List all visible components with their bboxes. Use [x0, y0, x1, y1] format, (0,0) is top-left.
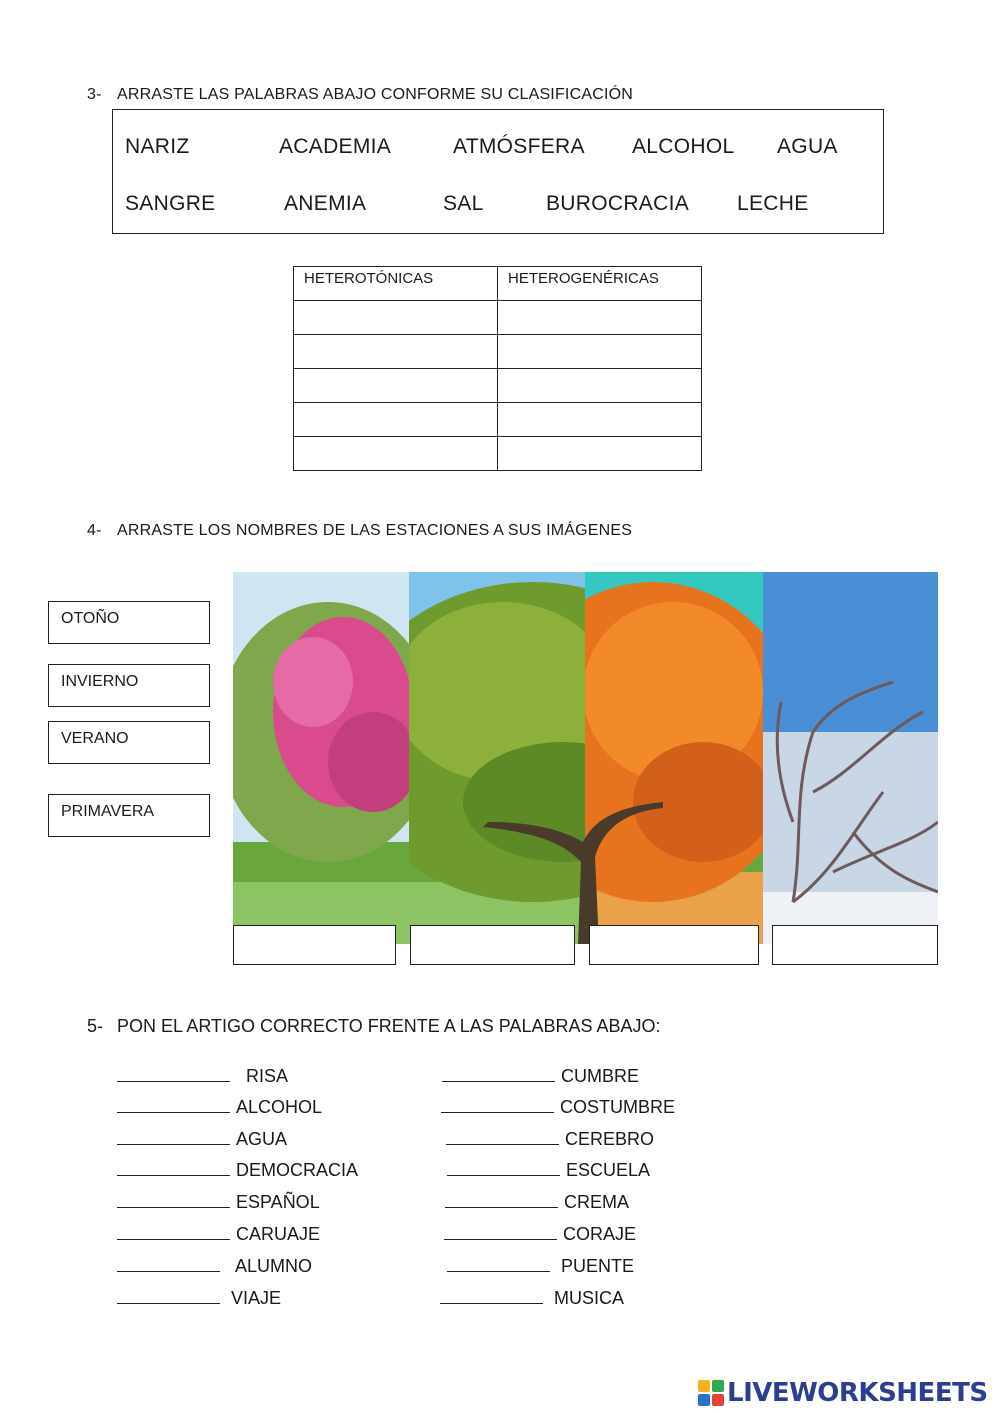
word-leche[interactable]: LECHE	[737, 192, 809, 215]
article-word: COSTUMBRE	[560, 1097, 676, 1117]
liveworksheets-logo	[698, 1376, 988, 1410]
article-word: CEREBRO	[565, 1129, 655, 1149]
table-row	[294, 301, 702, 335]
article-blank[interactable]	[117, 1096, 230, 1113]
word-burocracia[interactable]: BUROCRACIA	[546, 192, 690, 215]
article-word: MUSICA	[554, 1288, 625, 1308]
table-row	[294, 335, 702, 369]
article-word: VIAJE	[231, 1288, 282, 1308]
article-blank[interactable]	[117, 1255, 220, 1272]
word-alcohol[interactable]: ALCOHOL	[632, 135, 735, 158]
article-item-risa	[117, 1065, 288, 1087]
drop-cell[interactable]	[498, 335, 702, 369]
article-word: PUENTE	[561, 1256, 635, 1276]
classification-table	[293, 266, 702, 471]
article-blank[interactable]	[447, 1159, 560, 1176]
word-nariz[interactable]: NARIZ	[125, 135, 190, 158]
article-word: ALUMNO	[235, 1256, 313, 1276]
word-atmosfera[interactable]: ATMÓSFERA	[453, 135, 585, 158]
word-bank	[112, 109, 884, 234]
article-blank[interactable]	[445, 1191, 558, 1208]
article-item-puente	[447, 1255, 634, 1277]
header-heterotonicas: HETEROTÓNICAS	[294, 267, 498, 301]
article-item-cumbre	[442, 1065, 639, 1087]
article-word: AGUA	[236, 1129, 288, 1149]
article-blank[interactable]	[447, 1255, 550, 1272]
liveworksheets-logo-icon	[698, 1380, 724, 1406]
season-label-primavera[interactable]: PRIMAVERA	[48, 794, 210, 837]
word-academia[interactable]: ACADEMIA	[279, 135, 392, 158]
article-item-espanol	[117, 1191, 320, 1213]
article-word: CUMBRE	[561, 1066, 640, 1086]
q4-title-text: ARRASTE LOS NOMBRES DE LAS ESTACIONES A SUS IMÁGENES	[117, 522, 633, 539]
article-word: ALCOHOL	[236, 1097, 323, 1117]
drop-cell[interactable]	[294, 369, 498, 403]
article-word: ESPAÑOL	[236, 1192, 320, 1212]
drop-cell[interactable]	[294, 301, 498, 335]
season-label-invierno[interactable]: INVIERNO	[48, 664, 210, 707]
article-blank[interactable]	[441, 1096, 554, 1113]
article-blank[interactable]	[444, 1223, 557, 1240]
article-item-alumno	[117, 1255, 312, 1277]
article-word: CARUAJE	[236, 1224, 321, 1244]
drop-cell[interactable]	[498, 369, 702, 403]
article-item-cerebro	[446, 1128, 654, 1150]
q3-title	[87, 86, 633, 104]
article-blank[interactable]	[117, 1159, 230, 1176]
article-item-coraje	[444, 1223, 636, 1245]
article-item-democracia	[117, 1159, 358, 1181]
article-word: CREMA	[564, 1192, 630, 1212]
article-blank[interactable]	[117, 1191, 230, 1208]
article-item-escuela	[447, 1159, 650, 1181]
article-item-crema	[445, 1191, 629, 1213]
q3-number: 3-	[87, 86, 102, 103]
header-heterogenericas: HETEROGENÉRICAS	[498, 267, 702, 301]
season-drop-box-2[interactable]	[410, 925, 575, 965]
drop-cell[interactable]	[498, 403, 702, 437]
article-blank[interactable]	[446, 1128, 559, 1145]
article-blank[interactable]	[117, 1223, 230, 1240]
table-row	[294, 369, 702, 403]
season-label-otono[interactable]: OTOÑO	[48, 601, 210, 644]
season-drop-box-1[interactable]	[233, 925, 396, 965]
season-drop-box-3[interactable]	[589, 925, 759, 965]
table-header-row	[294, 267, 702, 301]
article-blank[interactable]	[442, 1065, 555, 1082]
q5-number: 5-	[87, 1016, 104, 1036]
q4-title	[87, 522, 632, 540]
table-row	[294, 403, 702, 437]
drop-cell[interactable]	[294, 403, 498, 437]
article-word: DEMOCRACIA	[236, 1160, 359, 1180]
q5-title-text: PON EL ARTIGO CORRECTO FRENTE A LAS PALABRAS ABAJO:	[117, 1016, 661, 1036]
liveworksheets-logo-text: LIVEWORKSHEETS	[727, 1378, 988, 1408]
article-blank[interactable]	[117, 1128, 230, 1145]
word-agua[interactable]: AGUA	[777, 135, 838, 158]
article-blank[interactable]	[117, 1065, 230, 1082]
season-label-verano[interactable]: VERANO	[48, 721, 210, 764]
four-seasons-tree-image	[233, 572, 938, 944]
article-item-agua	[117, 1128, 287, 1150]
article-item-costumbre	[441, 1096, 675, 1118]
drop-cell[interactable]	[498, 437, 702, 471]
q4-number: 4-	[87, 522, 102, 539]
article-item-caruaje	[117, 1223, 320, 1245]
article-item-viaje	[117, 1287, 281, 1309]
article-word: CORAJE	[563, 1224, 637, 1244]
table-row	[294, 437, 702, 471]
article-word: ESCUELA	[566, 1160, 651, 1180]
word-sal[interactable]: SAL	[443, 192, 484, 215]
drop-cell[interactable]	[498, 301, 702, 335]
article-item-alcohol	[117, 1096, 322, 1118]
article-word: RISA	[246, 1066, 289, 1086]
word-sangre[interactable]: SANGRE	[125, 192, 216, 215]
q5-title	[87, 1016, 661, 1037]
article-blank[interactable]	[440, 1287, 543, 1304]
word-anemia[interactable]: ANEMIA	[284, 192, 367, 215]
q3-title-text: ARRASTE LAS PALABRAS ABAJO CONFORME SU CLASIFICACIÓN	[117, 86, 634, 103]
drop-cell[interactable]	[294, 335, 498, 369]
season-drop-box-4[interactable]	[772, 925, 938, 965]
article-blank[interactable]	[117, 1287, 220, 1304]
article-item-musica	[440, 1287, 624, 1309]
drop-cell[interactable]	[294, 437, 498, 471]
